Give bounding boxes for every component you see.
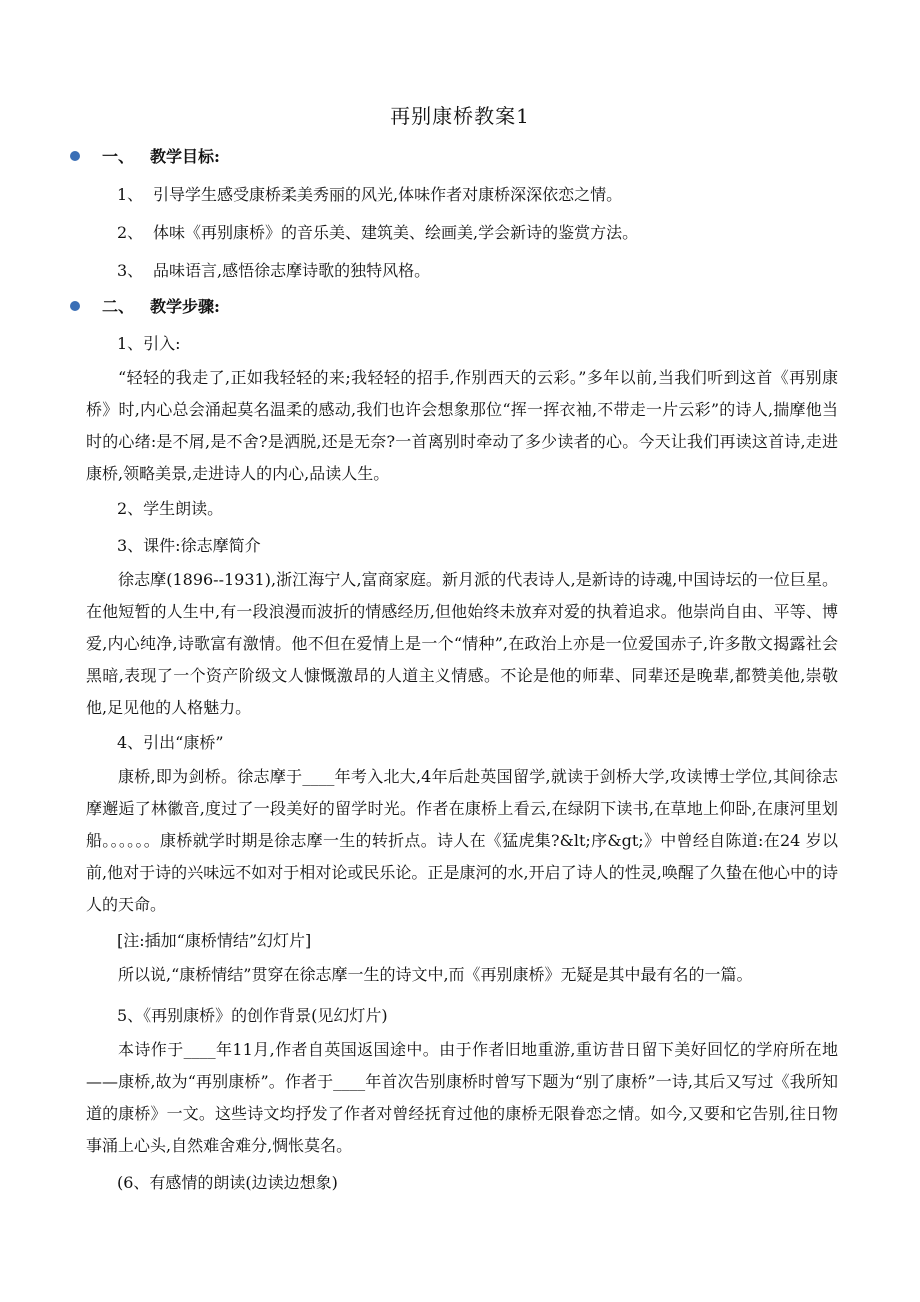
goal-number: 2、 (117, 223, 144, 242)
step-label: 3、课件:徐志摩简介 (117, 536, 261, 555)
note-label: [注:插加“康桥情结”幻灯片] (117, 931, 312, 950)
goal-text: 体味《再别康桥》的音乐美、建筑美、绘画美,学会新诗的鉴赏方法。 (153, 223, 639, 242)
goal-text: 引导学生感受康桥柔美秀丽的风光,体味作者对康桥深深依恋之情。 (153, 185, 623, 204)
goal-text: 品味语言,感悟徐志摩诗歌的独特风格。 (153, 261, 431, 280)
goal-number: 3、 (117, 261, 144, 280)
note-paragraph: 所以说,“康桥情结”贯穿在徐志摩一生的诗文中,而《再别康桥》无疑是其中最有名的一篇。 (118, 965, 753, 984)
step-label: 2、学生朗读。 (117, 499, 224, 518)
step-paragraph: 徐志摩(1896--1931),浙江海宁人,富商家庭。新月派的代表诗人,是新诗的诗魂,中国诗坛的一位巨星。在他短暂的人生中,有一段浪漫而波折的情感经历,但他始终未放弃对爱的执着追求。他崇尚自由、平等、博爱,内心纯净,诗歌富有激情。他不但在爱情上是一个“情种”,在政治上亦是一位爱国赤子,许多散文揭露社会黑暗,表现了一个资产阶级文人慷慨激昂的人道主义情感。不论是他的师辈、同辈还是晚辈,都赞美他,崇敬他,足见他的人格魅力。 (86, 570, 838, 717)
bullet-icon (70, 151, 80, 161)
section-heading-steps (70, 294, 220, 317)
section-title: 教学步骤: (150, 297, 220, 316)
step-label: 1、引入: (117, 334, 181, 353)
section-title: 教学目标: (150, 147, 220, 166)
step-label: 4、引出“康桥” (117, 733, 224, 752)
goal-number: 1、 (117, 185, 144, 204)
step-paragraph: 本诗作于____年11月,作者自英国返国途中。由于作者旧地重游,重访昔日留下美好回忆的学府所在地——康桥,故为“再别康桥”。作者于____年首次告别康桥时曾写下题为“别了康桥”一诗,其后又写过《我所知道的康桥》一文。这些诗文均抒发了作者对曾经抚育过他的康桥无限眷恋之情。如今,又要和它告别,往日物事涌上心头,自然难舍难分,惆怅莫名。 (86, 1040, 838, 1155)
goal-item (117, 182, 622, 205)
goal-item (117, 258, 430, 281)
step-label: (6、有感情的朗读(边读边想象) (117, 1173, 338, 1192)
step-paragraph: 康桥,即为剑桥。徐志摩于____年考入北大,4年后赴英国留学,就读于剑桥大学,攻读博士学位,其间徐志摩邂逅了林徽音,度过了一段美好的留学时光。作者在康桥上看云,在绿阴下读书,在草地上仰卧,在康河里划船。。。。。。康桥就学时期是徐志摩一生的转折点。诗人在《猛虎集?&lt;序&gt;》中曾经自陈道:在24 岁以前,他对于诗的兴味远不如对于相对论或民乐论。正是康河的水,开启了诗人的性灵,唤醒了久蛰在他心中的诗人的天命。 (86, 767, 838, 914)
section-heading-goals (70, 144, 220, 167)
document-title: 再别康桥教案1 (390, 104, 530, 128)
section-number: 一、 (102, 147, 135, 166)
goal-item (117, 220, 638, 243)
section-number: 二、 (102, 297, 135, 316)
bullet-icon (70, 301, 80, 311)
step-paragraph: “轻轻的我走了,正如我轻轻的来;我轻轻的招手,作别西天的云彩。”多年以前,当我们听到这首《再别康桥》时,内心总会涌起莫名温柔的感动,我们也许会想象那位“挥一挥衣袖,不带走一片云彩”的诗人,揣摩他当时的心绪:是不屑,是不舍?是洒脱,还是无奈?一首离别时牵动了多少读者的心。今天让我们再读这首诗,走进康桥,领略美景,走进诗人的内心,品读人生。 (86, 368, 838, 483)
step-label: 5、《再别康桥》的创作背景(见幻灯片) (117, 1006, 388, 1025)
